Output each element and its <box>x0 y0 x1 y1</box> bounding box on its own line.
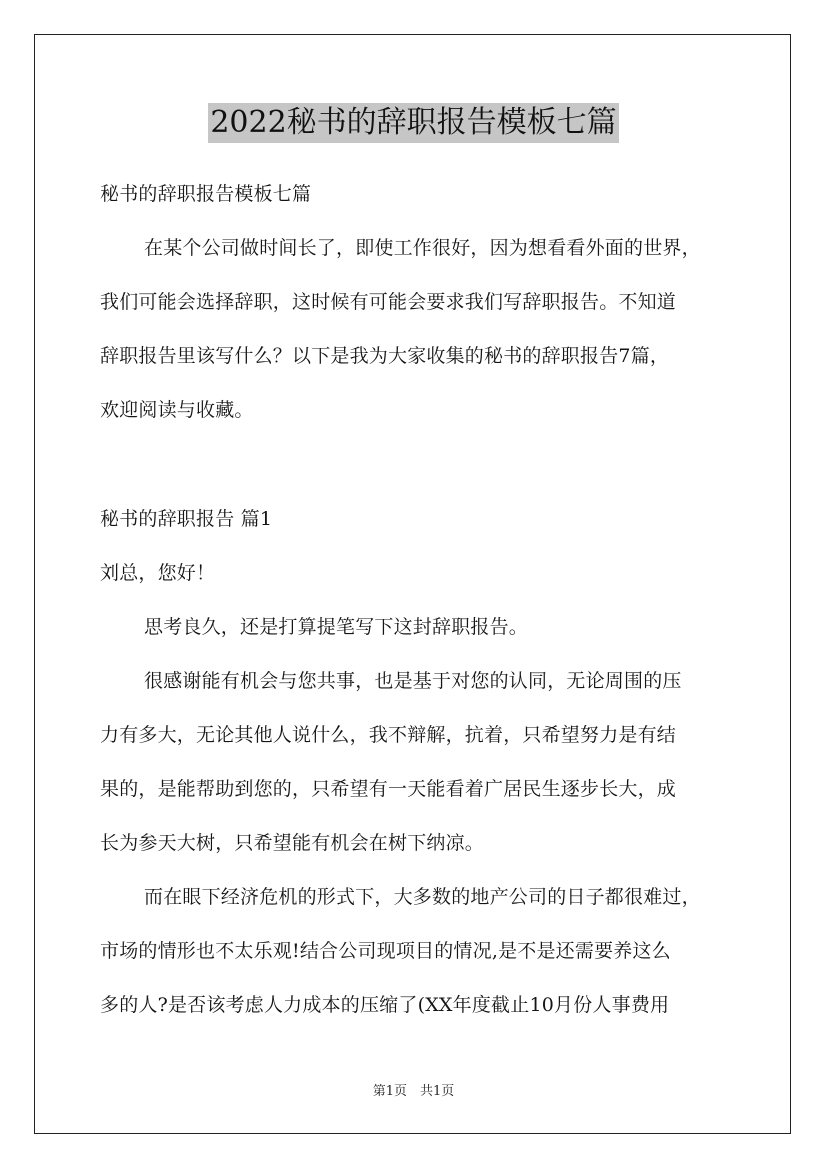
body-line: 很感谢能有机会与您共事，也是基于对您的认同，无论周围的压 <box>144 670 682 692</box>
body-line: 多的人?是否该考虑人力成本的压缩了(XX年度截止10月份人事费用 <box>100 994 670 1016</box>
body-line: 长为参天大树，只希望能有机会在树下纳凉。 <box>100 832 485 854</box>
intro-line: 在某个公司做时间长了，即使工作很好，因为想看看外面的世界， <box>144 237 701 259</box>
body-line: 力有多大，无论其他人说什么，我不辩解，抗着，只希望努力是有结 <box>100 724 677 746</box>
body-line: 市场的情形也不太乐观!结合公司现项目的情况,是不是还需要养这么 <box>100 940 671 962</box>
intro-line: 欢迎阅读与收藏。 <box>100 399 254 421</box>
section-heading: 秘书的辞职报告 篇1 <box>100 508 273 530</box>
document-title: 2022秘书的辞职报告模板七篇 <box>208 103 618 143</box>
title-container <box>0 103 827 143</box>
salutation: 刘总，您好！ <box>100 562 216 584</box>
document-subtitle: 秘书的辞职报告模板七篇 <box>100 183 312 205</box>
body-line: 而在眼下经济危机的形式下，大多数的地产公司的日子都很难过， <box>144 886 701 908</box>
body-line: 果的，是能帮助到您的，只希望有一天能看着广居民生逐步长大，成 <box>100 778 677 800</box>
intro-line: 辞职报告里该写什么？以下是我为大家收集的秘书的辞职报告7篇， <box>100 345 670 367</box>
intro-line: 我们可能会选择辞职，这时候有可能会要求我们写辞职报告。不知道 <box>100 291 677 313</box>
page-number-footer: 第1页 共1页 <box>372 1084 455 1099</box>
body-line: 思考良久，还是打算提笔写下这封辞职报告。 <box>144 616 529 638</box>
